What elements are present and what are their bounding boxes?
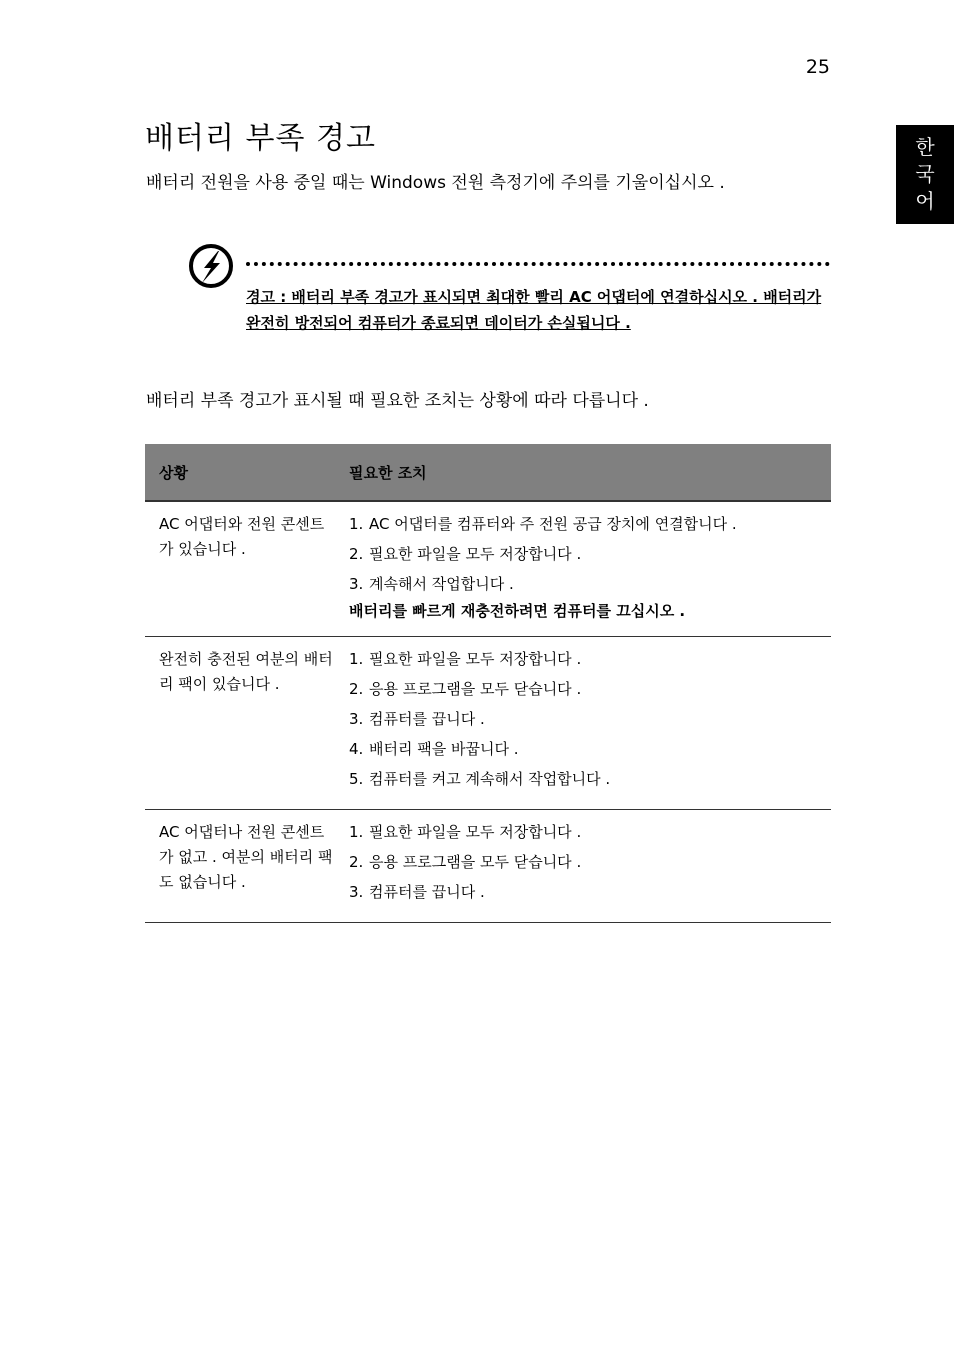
step-text: 응용 프로그램을 모두 닫습니다 . — [369, 853, 582, 871]
actions-cell — [335, 637, 831, 810]
actions-cell — [335, 501, 831, 637]
step-number: 1. — [349, 823, 364, 841]
step-text: 컴퓨터를 켜고 계속해서 작업합니다 . — [369, 770, 611, 788]
step-text: 컴퓨터를 끕니다 . — [369, 883, 485, 901]
action-steps — [349, 512, 811, 597]
list-item — [349, 512, 811, 537]
step-text: 필요한 파일을 모두 저장합니다 . — [369, 545, 582, 563]
table-header-row — [145, 444, 831, 501]
step-text: AC 어댑터를 컴퓨터와 주 전원 공급 장치에 연결합니다 . — [369, 515, 737, 533]
step-number: 4. — [349, 740, 364, 758]
intro-paragraph: 배터리 전원을 사용 중일 때는 Windows 전원 측정기에 주의를 기울이십시오 . — [146, 173, 725, 193]
list-item — [349, 572, 811, 597]
action-steps — [349, 647, 811, 792]
step-text: 필요한 파일을 모두 저장합니다 . — [369, 823, 582, 841]
step-number: 2. — [349, 680, 364, 698]
step-text: 필요한 파일을 모두 저장합니다 . — [369, 650, 582, 668]
page-number: 25 — [805, 56, 830, 78]
language-tab-char: 국 — [915, 162, 935, 186]
table-row — [145, 637, 831, 810]
table-row — [145, 501, 831, 637]
step-text: 배터리 팩을 바꿉니다 . — [369, 740, 519, 758]
list-item — [349, 677, 811, 702]
step-text: 응용 프로그램을 모두 닫습니다 . — [369, 680, 582, 698]
table-row — [145, 810, 831, 923]
battery-action-table — [145, 444, 831, 923]
warning-text: 경고 : 배터리 부족 경고가 표시되면 최대한 빨리 AC 어댑터에 연결하십시오 . 배터리가 완전히 방전되어 컴퓨터가 종료되면 데이터가 손실됩니다 . — [246, 288, 822, 332]
language-tab — [896, 125, 954, 224]
list-item — [349, 850, 811, 875]
step-text: 계속해서 작업합니다 . — [369, 575, 514, 593]
list-item — [349, 707, 811, 732]
step-number: 2. — [349, 853, 364, 871]
lightning-warning-icon — [188, 243, 234, 289]
column-header-condition: 상황 — [145, 444, 335, 501]
step-text: 컴퓨터를 끕니다 . — [369, 710, 485, 728]
warning-divider — [246, 262, 830, 266]
condition-cell: 완전히 충전된 여분의 배터리 팩이 있습니다 . — [145, 637, 335, 810]
lead-paragraph: 배터리 부족 경고가 표시될 때 필요한 조치는 상황에 따라 다릅니다 . — [146, 391, 649, 411]
list-item — [349, 647, 811, 672]
list-item — [349, 880, 811, 905]
list-item — [349, 542, 811, 567]
step-number: 3. — [349, 575, 364, 593]
list-item — [349, 820, 811, 845]
step-number: 5. — [349, 770, 364, 788]
list-item — [349, 767, 811, 792]
column-header-action: 필요한 조치 — [335, 444, 831, 501]
step-number: 3. — [349, 710, 364, 728]
action-steps — [349, 820, 811, 905]
step-number: 1. — [349, 515, 364, 533]
language-tab-char: 어 — [915, 189, 935, 213]
action-note: 배터리를 빠르게 재충전하려면 컴퓨터를 끄십시오 . — [349, 602, 686, 620]
language-tab-char: 한 — [915, 135, 935, 159]
list-item — [349, 737, 811, 762]
actions-cell — [335, 810, 831, 923]
step-number: 2. — [349, 545, 364, 563]
condition-cell: AC 어댑터와 전원 콘센트가 있습니다 . — [145, 501, 335, 637]
page-title: 배터리 부족 경고 — [145, 121, 376, 156]
step-number: 1. — [349, 650, 364, 668]
step-number: 3. — [349, 883, 364, 901]
condition-cell: AC 어댑터나 전원 콘센트가 없고 . 여분의 배터리 팩도 없습니다 . — [145, 810, 335, 923]
